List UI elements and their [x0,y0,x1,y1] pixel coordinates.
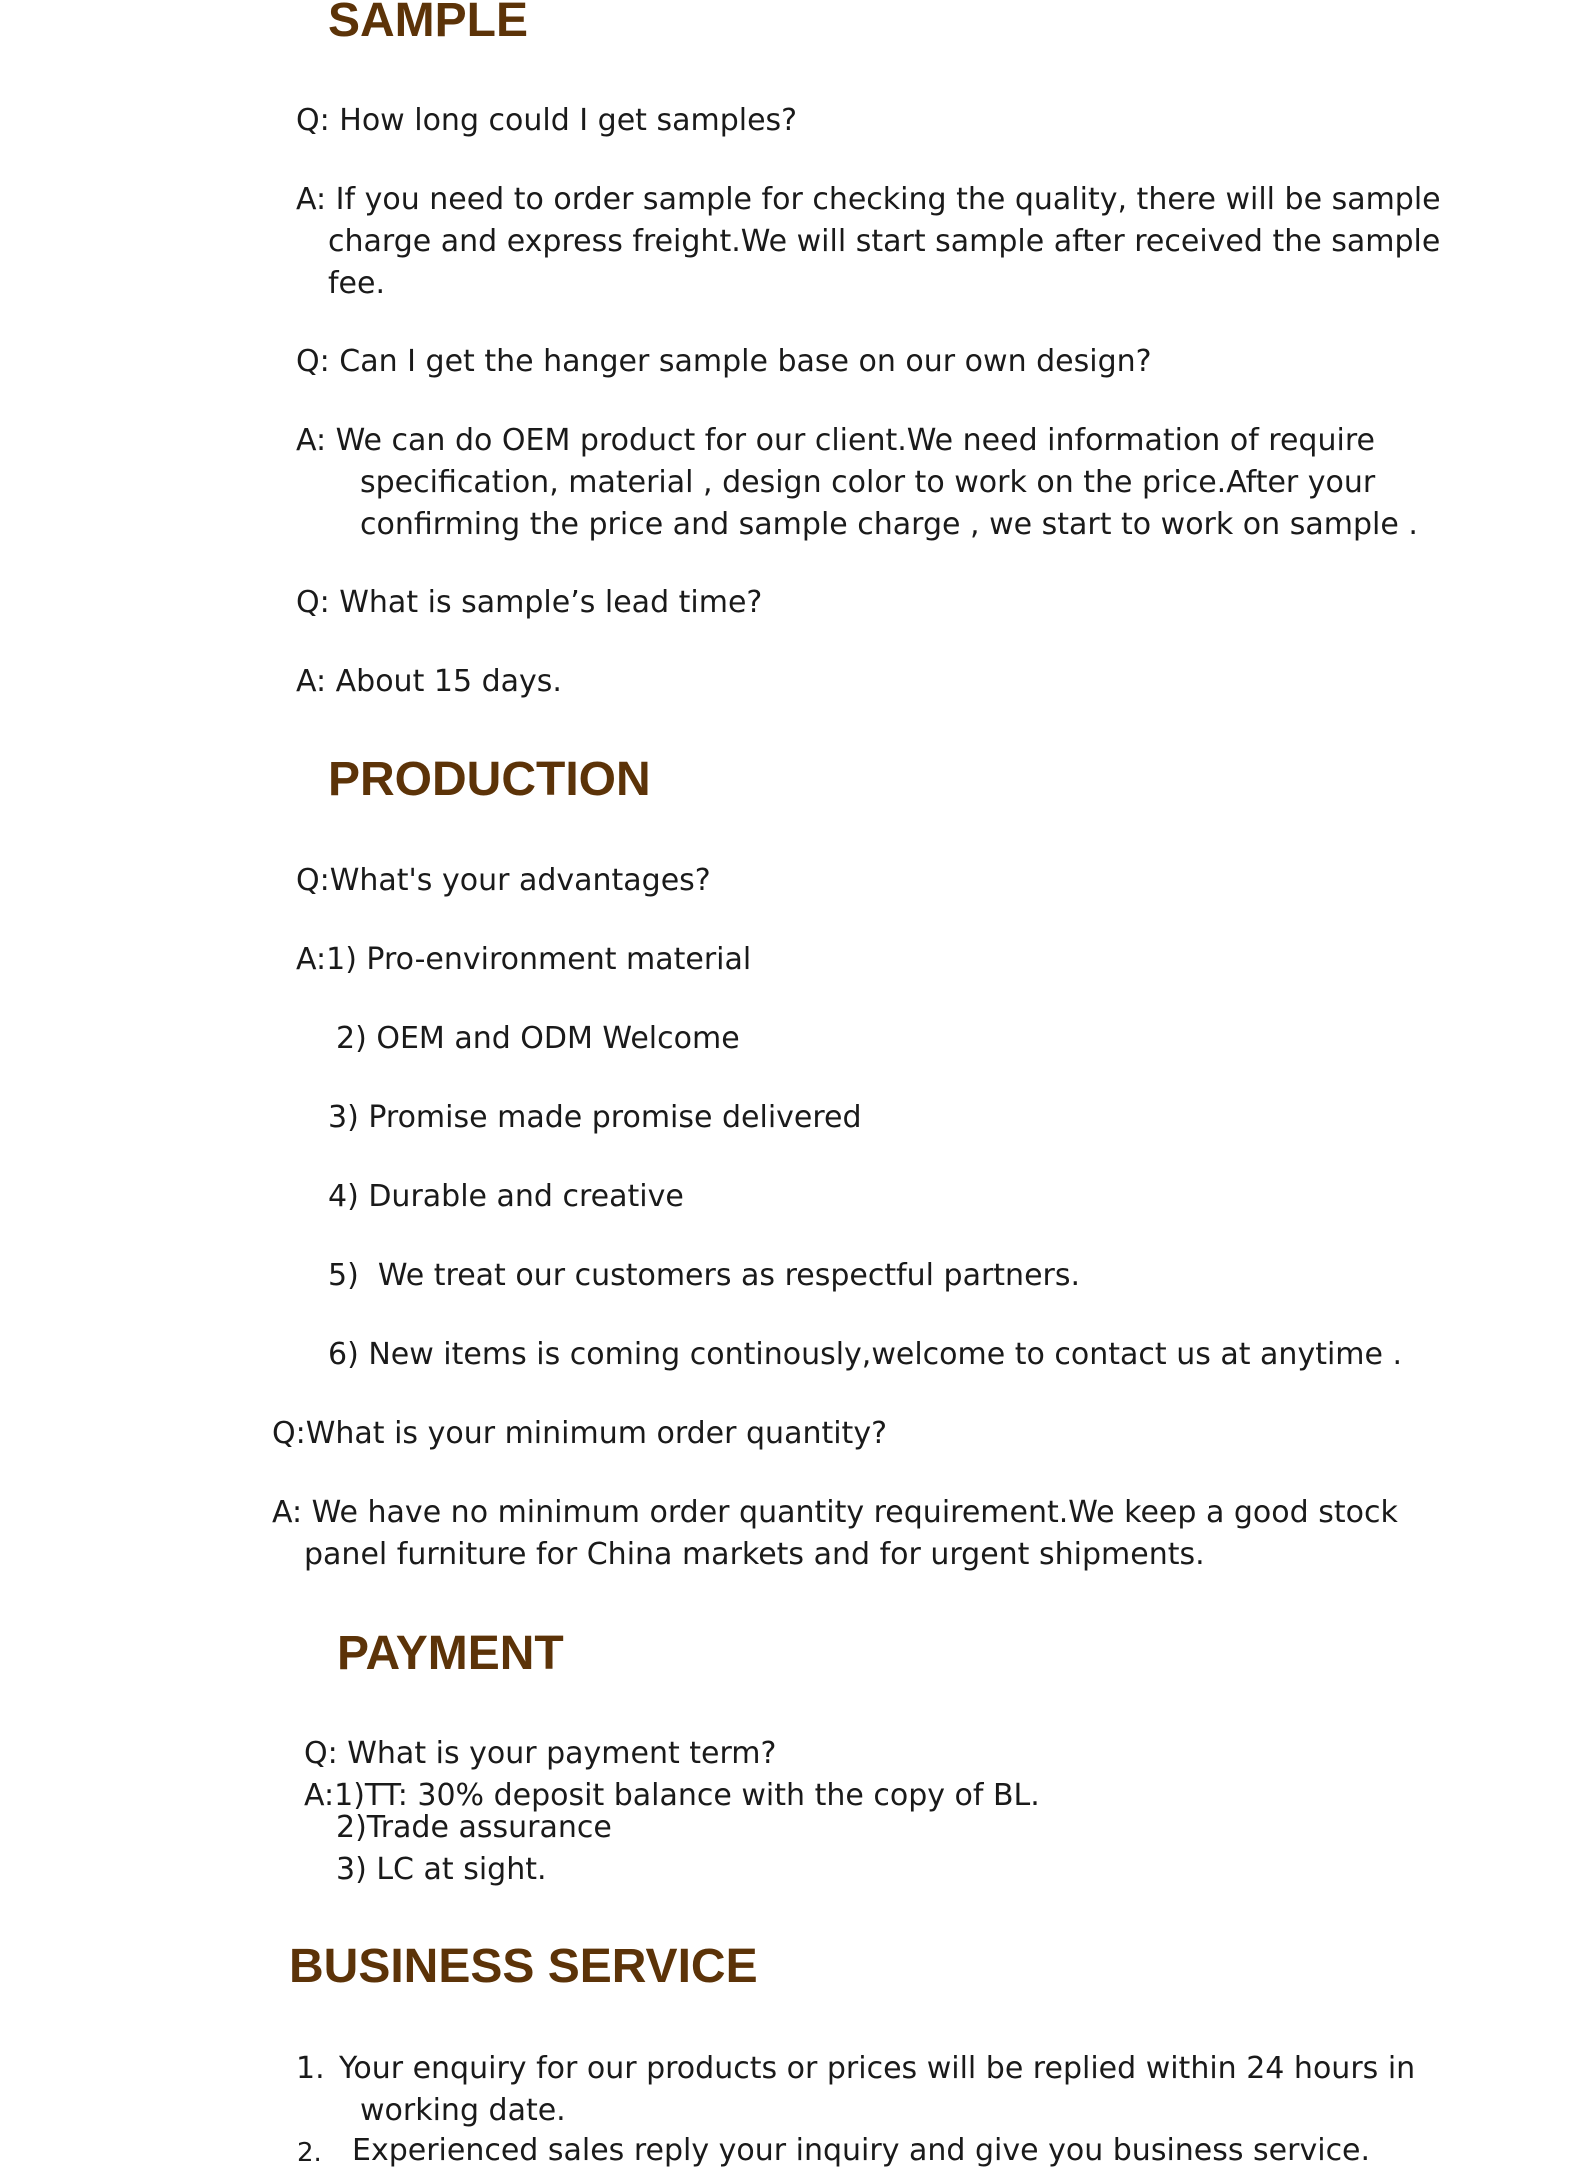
answer-production-1-item-1: A:1) Pro-environment material [296,942,752,977]
answer-production-1-item-3: 3) Promise made promise delivered [328,1100,862,1135]
question-production-1: Q:What's your advantages? [296,863,711,898]
list-number-1: 1. [296,2051,325,2086]
question-sample-2: Q: Can I get the hanger sample base on our own design? [296,344,1152,379]
question-payment-1: Q: What is your payment term? [304,1736,777,1771]
answer-sample-1-line-2: charge and express freight.We will start sample after received the sample [328,224,1441,259]
answer-sample-1-line-1: A: If you need to order sample for checking the quality, there will be sample [296,182,1441,217]
list-number-2: 2. [297,2138,322,2168]
question-sample-1: Q: How long could I get samples? [296,103,798,138]
service-item-1-line-2: working date. [360,2093,566,2128]
section-heading-business-service: BUSINESS SERVICE [289,1940,758,1993]
answer-payment-1-line-1: A:1)TT: 30% deposit balance with the copy of BL. [304,1778,1040,1813]
answer-production-1-item-4: 4) Durable and creative [328,1179,684,1214]
answer-production-1-item-5: 5) We treat our customers as respectful partners. [328,1258,1081,1293]
answer-production-2-line-1: A: We have no minimum order quantity requirement.We keep a good stock [272,1495,1398,1530]
section-heading-payment: PAYMENT [337,1627,564,1680]
section-heading-production: PRODUCTION [328,753,651,806]
service-item-2-line-1: Experienced sales reply your inquiry and give you business service. [352,2133,1371,2168]
answer-production-1-item-6: 6) New items is coming continously,welcome to contact us at anytime . [328,1337,1403,1372]
answer-sample-3: A: About 15 days. [296,664,562,699]
answer-sample-1-line-3: fee. [328,266,386,301]
answer-sample-2-line-2: specification, material , design color to work on the price.After your [360,465,1376,500]
answer-sample-2-line-3: confirming the price and sample charge , we start to work on sample . [360,507,1418,542]
answer-production-1-item-2: 2) OEM and ODM Welcome [336,1021,740,1056]
question-production-2: Q:What is your minimum order quantity? [272,1416,887,1451]
answer-sample-2-line-1: A: We can do OEM product for our client.We need information of require [296,423,1375,458]
answer-production-2-line-2: panel furniture for China markets and for urgent shipments. [304,1537,1205,1572]
service-item-1-line-1: Your enquiry for our products or prices will be replied within 24 hours in [339,2051,1416,2086]
answer-payment-1-line-3: 3) LC at sight. [336,1852,547,1887]
section-heading-sample: SAMPLE [328,0,529,47]
question-sample-3: Q: What is sample’s lead time? [296,585,763,620]
answer-payment-1-line-2: 2)Trade assurance [336,1810,612,1845]
